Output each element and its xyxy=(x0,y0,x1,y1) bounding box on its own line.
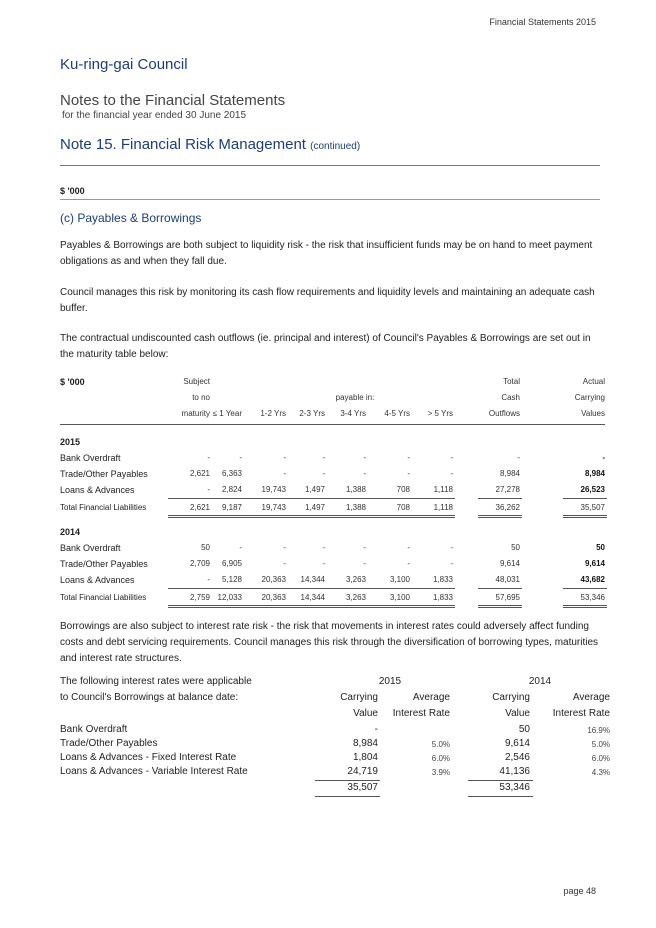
table-cell: - xyxy=(239,543,242,552)
header-cell: Carrying xyxy=(574,393,605,402)
divider xyxy=(244,517,288,518)
table-cell: - xyxy=(450,543,453,552)
divider xyxy=(563,517,607,518)
divider xyxy=(324,588,368,589)
table-header-row xyxy=(60,692,610,706)
table-header-row xyxy=(60,393,605,405)
header-cell: maturity xyxy=(181,409,210,418)
table-header-row xyxy=(60,377,605,389)
table-cell: 708 xyxy=(396,503,410,512)
carrying-value: 1,804 xyxy=(352,752,378,763)
notes-title: Notes to the Financial Statements xyxy=(60,92,286,109)
divider xyxy=(200,515,244,516)
table-cell: 57,695 xyxy=(495,593,520,602)
total-row xyxy=(60,503,605,515)
table-row xyxy=(60,575,605,587)
table-cell: - xyxy=(283,453,286,462)
header-cell: Values xyxy=(581,409,605,418)
table-row xyxy=(60,724,610,738)
table-cell: 48,031 xyxy=(495,575,520,584)
table-cell: 6,363 xyxy=(221,469,242,478)
divider xyxy=(324,498,368,499)
table-cell: 36,262 xyxy=(495,503,520,512)
table-row xyxy=(60,485,605,497)
paragraph-liquidity: Payables & Borrowings are both subject to liquidity risk - the risk that insufficient funds may be on hand to meet payment obligations as and when they fall due. xyxy=(60,240,593,267)
table-cell: 2,709 xyxy=(189,559,210,568)
divider xyxy=(478,588,522,589)
header-cell: > 5 Yrs xyxy=(427,409,453,418)
divider xyxy=(283,517,327,518)
notes-subtitle: for the financial year ended 30 June 2015 xyxy=(62,110,247,121)
total-row xyxy=(60,782,605,796)
divider xyxy=(478,517,522,518)
paragraph-cash-buffer: Council manages this risk by monitoring its cash flow requirements and liquidity levels and maintaining an adequate cash buffer. xyxy=(60,287,595,314)
table-cell: 3,100 xyxy=(389,575,410,584)
table-row xyxy=(60,752,610,766)
divider xyxy=(324,515,368,516)
table-header-row xyxy=(60,708,610,722)
divider xyxy=(324,607,368,608)
table-cell: 26,523 xyxy=(580,485,605,494)
table-cell: 20,363 xyxy=(261,593,286,602)
table-cell: - xyxy=(517,453,520,462)
table-cell: 53,346 xyxy=(580,593,605,602)
divider xyxy=(315,780,380,781)
divider xyxy=(200,498,244,499)
divider xyxy=(283,498,327,499)
divider xyxy=(200,607,244,608)
divider xyxy=(244,498,288,499)
table-row xyxy=(60,453,605,465)
divider xyxy=(244,605,288,606)
header-cell: to no xyxy=(192,393,210,402)
divider xyxy=(60,199,600,200)
divider xyxy=(368,607,412,608)
header-cell: Interest Rate xyxy=(552,708,610,719)
units-label: $ '000 xyxy=(60,186,85,196)
carrying-value: - xyxy=(374,724,378,735)
table-cell: - xyxy=(363,543,366,552)
divider xyxy=(411,498,455,499)
total-value: 53,346 xyxy=(499,782,530,793)
row-label: Total Financial Liabilities xyxy=(60,593,147,602)
table-cell: 2,759 xyxy=(189,593,210,602)
header-cell: 1-2 Yrs xyxy=(260,409,286,418)
divider xyxy=(244,588,288,589)
carrying-value: 2,546 xyxy=(504,752,530,763)
divider xyxy=(368,517,412,518)
header-cell: Cash xyxy=(501,393,520,402)
interest-rate: 4.3% xyxy=(591,768,610,777)
interest-rate: 6.0% xyxy=(431,754,450,763)
row-label: Bank Overdraft xyxy=(60,453,121,463)
table-cell: 708 xyxy=(396,485,410,494)
table-header-row xyxy=(60,409,605,421)
year-2014: 2014 xyxy=(528,676,552,687)
table-cell: 8,984 xyxy=(584,469,605,478)
header-cell: Total xyxy=(503,377,520,386)
divider xyxy=(283,588,327,589)
table-cell: - xyxy=(207,453,210,462)
interest-rate: 16.9% xyxy=(587,726,610,735)
table-row xyxy=(60,543,605,555)
header-cell: ≤ 1 Year xyxy=(212,409,242,418)
table-cell: 19,743 xyxy=(261,485,286,494)
header-cell: Carrying xyxy=(340,692,378,703)
carrying-value: 41,136 xyxy=(499,766,530,777)
table-cell: - xyxy=(450,453,453,462)
divider xyxy=(283,605,327,606)
row-label: Loans & Advances xyxy=(60,575,135,585)
header-cell: Interest Rate xyxy=(392,708,450,719)
table-cell: 2,621 xyxy=(189,503,210,512)
carrying-value: 9,614 xyxy=(504,738,530,749)
table-cell: 3,263 xyxy=(345,593,366,602)
table-cell: 20,363 xyxy=(261,575,286,584)
table-cell: 1,118 xyxy=(433,485,453,494)
divider xyxy=(283,515,327,516)
table-cell: - xyxy=(322,543,325,552)
intro-line: to Council's Borrowings at balance date: xyxy=(60,692,239,703)
table-cell: - xyxy=(602,453,605,462)
note-title-text: Note 15. Financial Risk Management xyxy=(60,136,306,153)
divider xyxy=(411,588,455,589)
running-header: Financial Statements 2015 xyxy=(489,17,596,27)
intro-line: The following interest rates were applicable xyxy=(60,676,252,687)
table-cell: 8,984 xyxy=(499,469,520,478)
paragraph-maturity-intro: The contractual undiscounted cash outflows (ie. principal and interest) of Council's Payables & Borrowings are set out in the maturity table below: xyxy=(60,333,591,360)
row-label: Trade/Other Payables xyxy=(60,738,158,749)
table-cell: 14,344 xyxy=(300,593,325,602)
table-cell: - xyxy=(283,543,286,552)
divider xyxy=(478,515,522,516)
table-cell: 1,833 xyxy=(432,593,453,602)
table-row xyxy=(60,469,605,481)
table-cell: 5,128 xyxy=(221,575,242,584)
header-cell: Outflows xyxy=(488,409,520,418)
interest-rate: 3.9% xyxy=(431,768,450,777)
interest-rate: 5.0% xyxy=(431,740,450,749)
table-cell: - xyxy=(363,453,366,462)
row-label: Bank Overdraft xyxy=(60,724,128,735)
carrying-value: 24,719 xyxy=(347,766,378,777)
divider xyxy=(468,796,533,797)
divider xyxy=(368,605,412,606)
table-cell: 1,833 xyxy=(432,575,453,584)
carrying-value: 50 xyxy=(518,724,530,735)
divider xyxy=(411,605,455,606)
header-cell: 3-4 Yrs xyxy=(340,409,366,418)
row-label: Trade/Other Payables xyxy=(60,559,148,569)
note-continued: (continued) xyxy=(310,141,361,152)
table-cell: 50 xyxy=(596,543,605,552)
table-cell: 3,263 xyxy=(345,575,366,584)
table-cell: 9,614 xyxy=(499,559,520,568)
table-cell: 9,614 xyxy=(584,559,605,568)
table-cell: 50 xyxy=(511,543,520,552)
table-cell: - xyxy=(322,469,325,478)
header-cell: Value xyxy=(353,708,378,719)
table-cell: - xyxy=(450,469,453,478)
table-cell: - xyxy=(363,559,366,568)
table-cell: 1,497 xyxy=(304,503,325,512)
table-cell: 50 xyxy=(201,543,210,552)
table-cell: 27,278 xyxy=(495,485,520,494)
divider xyxy=(324,517,368,518)
total-row xyxy=(60,593,605,605)
council-name: Ku-ring-gai Council xyxy=(60,56,188,73)
table-cell: - xyxy=(407,559,410,568)
table-cell: 19,743 xyxy=(261,503,286,512)
total-value: 35,507 xyxy=(347,782,378,793)
section-title: (c) Payables & Borrowings xyxy=(60,211,202,225)
table-cell: - xyxy=(207,485,210,494)
table-cell: 14,344 xyxy=(300,575,325,584)
table-cell: 3,100 xyxy=(389,593,410,602)
carrying-value: 8,984 xyxy=(352,738,378,749)
header-cell: 2-3 Yrs xyxy=(299,409,325,418)
header-cell: Carrying xyxy=(492,692,530,703)
table-cell: - xyxy=(283,469,286,478)
table-cell: 9,187 xyxy=(221,503,242,512)
divider xyxy=(60,424,605,425)
divider xyxy=(411,607,455,608)
divider xyxy=(478,607,522,608)
divider xyxy=(411,515,455,516)
header-cell: Value xyxy=(505,708,530,719)
divider xyxy=(563,498,607,499)
row-label: Loans & Advances xyxy=(60,485,135,495)
divider xyxy=(60,165,600,166)
table-cell: 43,682 xyxy=(580,575,605,584)
table-cell: 2,621 xyxy=(189,469,210,478)
divider xyxy=(200,588,244,589)
year-label: 2014 xyxy=(60,527,81,537)
table-header-row xyxy=(60,676,605,690)
header-cell: 4-5 Yrs xyxy=(384,409,410,418)
divider xyxy=(244,515,288,516)
row-label: Loans & Advances - Fixed Interest Rate xyxy=(60,752,237,763)
table-cell: 1,388 xyxy=(345,485,366,494)
table-cell: - xyxy=(207,575,210,584)
year-label: 2015 xyxy=(60,437,81,447)
table-cell: - xyxy=(407,469,410,478)
row-label: Loans & Advances - Variable Interest Rate xyxy=(60,766,248,777)
table-row xyxy=(60,766,610,780)
divider xyxy=(368,498,412,499)
interest-rate: 5.0% xyxy=(591,740,610,749)
table-cell: 35,507 xyxy=(580,503,605,512)
page-number: page 48 xyxy=(563,886,596,896)
header-cell: Average xyxy=(412,692,450,703)
table-cell: - xyxy=(283,559,286,568)
divider xyxy=(563,515,607,516)
table-cell: - xyxy=(363,469,366,478)
paragraph-interest-risk: Borrowings are also subject to interest rate risk - the risk that movements in interest rates could adversely affect funding costs and debt servicing requirements. Council manages this risk through the diversification of borrowing types, maturities and interest rate structures. xyxy=(60,621,599,664)
divider xyxy=(563,605,607,606)
table-row xyxy=(60,738,610,752)
table-row xyxy=(60,559,605,571)
year-2015: 2015 xyxy=(378,676,402,687)
interest-rate: 6.0% xyxy=(591,754,610,763)
table-cell: - xyxy=(322,559,325,568)
row-label: Total Financial Liabilities xyxy=(60,503,147,512)
header-cell: Actual xyxy=(582,377,605,386)
divider xyxy=(200,605,244,606)
table-cell: 6,905 xyxy=(221,559,242,568)
table-cell: - xyxy=(322,453,325,462)
table-cell: - xyxy=(407,543,410,552)
table-cell: - xyxy=(407,453,410,462)
divider xyxy=(563,588,607,589)
divider xyxy=(468,780,533,781)
table-cell: 12,033 xyxy=(217,593,242,602)
divider xyxy=(478,605,522,606)
table-cell: 2,824 xyxy=(221,485,242,494)
header-cell: Subject xyxy=(183,377,210,386)
row-label: Trade/Other Payables xyxy=(60,469,148,479)
table-cell: - xyxy=(450,559,453,568)
table-units: $ '000 xyxy=(60,377,85,387)
divider xyxy=(324,605,368,606)
divider xyxy=(411,517,455,518)
divider xyxy=(283,607,327,608)
header-cell: payable in: xyxy=(335,393,375,402)
table-cell: 1,118 xyxy=(433,503,453,512)
divider xyxy=(563,607,607,608)
divider xyxy=(478,498,522,499)
divider xyxy=(200,517,244,518)
note-title xyxy=(60,136,360,153)
header-cell: Average xyxy=(572,692,610,703)
table-cell: 1,497 xyxy=(304,485,325,494)
divider xyxy=(368,588,412,589)
table-cell: - xyxy=(239,453,242,462)
divider xyxy=(244,607,288,608)
table-cell: 1,388 xyxy=(345,503,366,512)
row-label: Bank Overdraft xyxy=(60,543,121,553)
divider xyxy=(315,796,380,797)
divider xyxy=(368,515,412,516)
